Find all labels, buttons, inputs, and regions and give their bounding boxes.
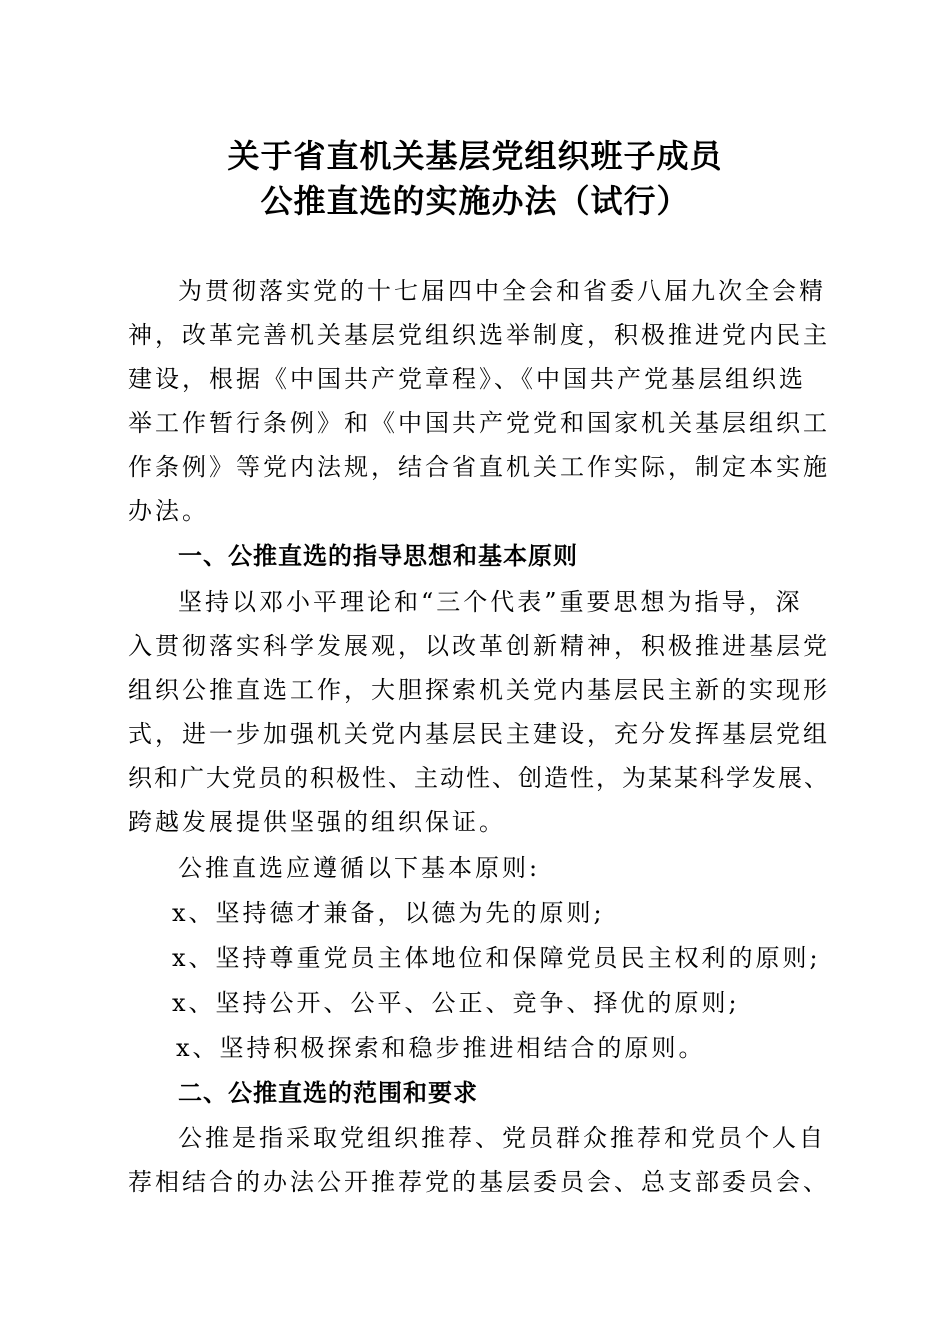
section-1-line: 织和广大党员的积极性、主动性、创造性，为某某科学发展、 <box>128 764 830 792</box>
section-1-line: 入贯彻落实科学发展观，以改革创新精神，积极推进基层党 <box>128 632 830 660</box>
principle-item: x、坚持尊重党员主体地位和保障党员民主权利的原则; <box>172 944 821 972</box>
section-1-line: 式，进一步加强机关党内基层民主建设，充分发挥基层党组 <box>128 720 830 748</box>
document-title-line-1: 关于省直机关基层党组织班子成员 <box>227 137 723 175</box>
principle-item: x、坚持积极探索和稳步推进相结合的原则。 <box>176 1034 706 1062</box>
principle-item: x、坚持德才兼备，以德为先的原则; <box>172 899 605 927</box>
intro-line: 举工作暂行条例》和《中国共产党党和国家机关基层组织工 <box>128 409 830 437</box>
intro-line: 办法。 <box>128 497 209 525</box>
section-2-line: 公推是指采取党组织推荐、党员群众推荐和党员个人自 <box>178 1124 826 1152</box>
section-2-line: 荐相结合的办法公开推荐党的基层委员会、总支部委员会、 <box>128 1168 830 1196</box>
section-1-line: 跨越发展提供坚强的组织保证。 <box>128 808 506 836</box>
principle-item: x、坚持公开、公平、公正、竞争、择优的原则; <box>172 989 740 1017</box>
section-2-heading: 二、公推直选的范围和要求 <box>178 1079 478 1107</box>
intro-line: 神，改革完善机关基层党组织选举制度，积极推进党内民主 <box>128 321 830 349</box>
document-title-line-2: 公推直选的实施办法（试行） <box>260 182 690 220</box>
intro-line: 建设，根据《中国共产党章程》、《中国共产党基层组织选 <box>128 365 806 393</box>
section-1-heading: 一、公推直选的指导思想和基本原则 <box>178 542 578 570</box>
intro-line: 作条例》等党内法规，结合省直机关工作实际，制定本实施 <box>128 453 830 481</box>
section-1-line: 坚持以邓小平理论和“三个代表”重要思想为指导，深 <box>178 588 803 616</box>
principles-intro: 公推直选应遵循以下基本原则: <box>178 854 541 882</box>
section-1-line: 组织公推直选工作，大胆探索机关党内基层民主新的实现形 <box>128 676 830 704</box>
intro-line: 为贯彻落实党的十七届四中全会和省委八届九次全会精 <box>178 277 826 305</box>
